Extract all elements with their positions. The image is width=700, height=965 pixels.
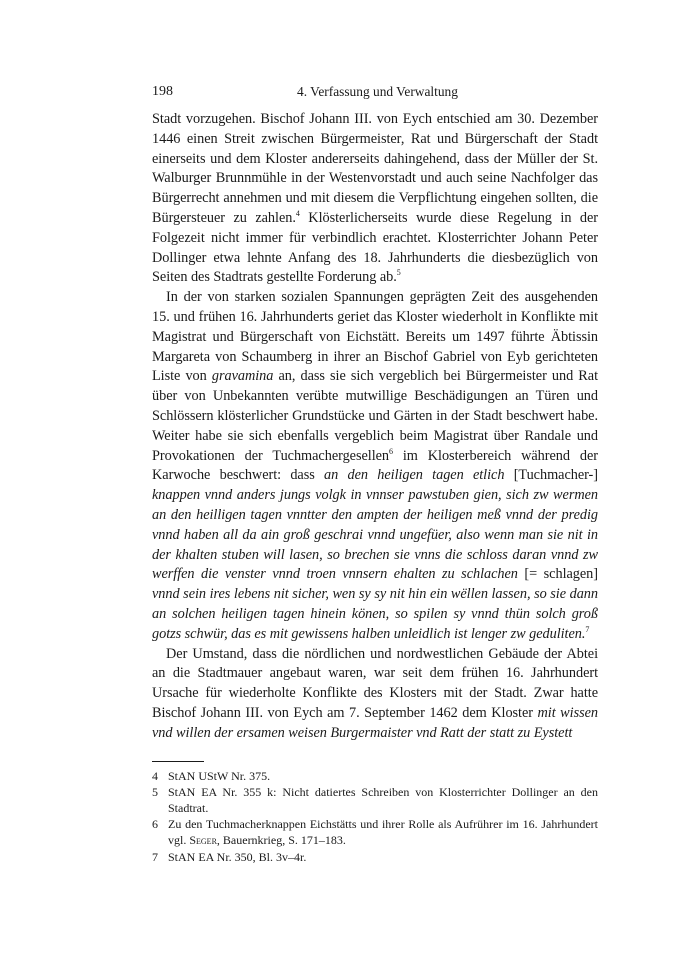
text-run: Zu den Tuchmacherknappen Eichstätts und ihrer Rolle als Aufrührer im 16. Jahrhundert vgl. [168, 817, 598, 848]
footnote [152, 849, 598, 865]
book-page [152, 84, 598, 865]
page-number: 198 [152, 84, 173, 99]
italic-quote: mit wissen vnd willen der ersamen weisen Burgermaister vnd Ratt der statt zu Eystett [152, 704, 598, 741]
body-text [152, 110, 598, 744]
footnote-ref: 6 [389, 446, 393, 456]
text-run: StAN EA Nr. 350, Bl. 3v–4r. [168, 849, 307, 864]
text-run: [Tuchmacher-] [504, 467, 598, 484]
footnote-number: 6 [152, 817, 158, 832]
text-run: StAN EA Nr. 355 k: Nicht datiertes Schreiben von Klosterrichter Dollinger an den Stadtrat. [168, 784, 598, 815]
text-run: [= schlagen] [517, 566, 598, 583]
footnote [152, 784, 598, 816]
footnote-ref: 7 [585, 624, 590, 634]
footnote-number: 5 [152, 784, 158, 799]
footnote-ref: 5 [396, 268, 401, 278]
author-name: Seger [189, 833, 217, 848]
footnote-rule [152, 761, 204, 762]
text-run: Stadt vorzugehen. Bischof Johann III. von Eych entschied am 30. Dezember 1446 einen Streit zwischen Bürgermeister, Rat und Bürgerschaft der Stadt einerseits und dem Kloster andererseits dahingehend, dass der Müller der St. Walburger Brunnmühle in der Westenvorstadt und auch seine Nachfolger das Bürgerrecht annehmen und mit diesem die Verpflichtung eingehen sollten, die Bürgersteuer zu zahlen. [152, 111, 598, 226]
footnote [152, 816, 598, 848]
text-run: StAN UStW Nr. 375. [168, 768, 271, 783]
paragraph-2 [152, 288, 598, 644]
running-head [152, 84, 598, 106]
footnote-number: 7 [152, 849, 158, 864]
text-run: Klösterlicherseits wurde diese Regelung in der Folgezeit nicht immer für verbindlich erachtet. Klosterrichter Johann Peter Dollinger etwa lehnte Anfang des 18. Jahrhunderts die diesbezüglich von Seiten des Stadtrats gestellte Forderung ab. [152, 209, 599, 286]
footnote-ref: 4 [295, 208, 300, 218]
italic-quote: gravamina [211, 368, 274, 385]
footnote [152, 768, 598, 784]
paragraph-1 [152, 110, 598, 288]
paragraph-3 [152, 645, 598, 744]
footnote-text [168, 849, 598, 865]
footnotes [152, 768, 598, 865]
italic-quote: knappen vnnd anders jungs volgk in vnnser pawstuben gien, sich zw wermen an den heilligen tagen vnntter den ampten der heiligen meß vnnd der predig vnnd haben all da ain groß geschrai vnnd ungefüer, also wenn man sie nit in der khalten stuben will lasen, so brechen sie vnns die schloss daran vnnd zw werffen die venster vnnd troen vnnsern ehalten zu schlachen [152, 487, 598, 583]
text-run: In der von starken sozialen Spannungen geprägten Zeit des ausgehenden 15. und frühen 16. Jahrhunderts geriet das Kloster wiederholt in Konflikte mit Magistrat und Bürgerschaft von Eichstätt. Bereits um 1497 führte Äbtissin Margareta von Schaumberg in ihrer an Bischof Gabriel von Eyb gerichteten Liste von [152, 289, 598, 385]
text-run: im Klosterbereich während der Karwoche beschwert: dass [152, 447, 598, 484]
text-run: Der Umstand, dass die nördlichen und nordwestlichen Gebäude der Abtei an die Stadtmauer angebaut waren, war seit dem frühen 16. Jahrhundert Ursache für wiederholte Konflikte des Klosters mit der Stadt. Zwar hatte Bischof Johann III. von Eych am 7. September 1462 dem Kloster [152, 645, 598, 721]
chapter-title: 4. Verfassung und Verwaltung [297, 84, 458, 99]
italic-quote: vnnd sein ires lebens nit sicher, wen sy sy nit hin ein wëllen lassen, so sie dann an solchen heiligen tagen hinein könen, so spilen sy vnnd thün solch groß gotzs schwür, das es mit gewissens halben unleidlich ist lenger zw geduliten. [152, 586, 598, 642]
footnote-text [168, 784, 598, 816]
text-run: , Bauernkrieg, S. 171–183. [216, 833, 346, 848]
text-run: an, dass sie sich vergeblich bei Bürgermeister und Rat über von Unbekannten verübte mutwillige Beschädigungen an Türen und Schlössern klösterlicher Grundstücke und Gärten in der Stadt beschwert habe. Weiter habe sie sich ebenfalls vergeblich beim Magistrat über Randale und Provokationen der Tuchmachergesellen [152, 368, 598, 464]
footnote-number: 4 [152, 768, 158, 783]
italic-quote: an den heiligen tagen etlich [324, 467, 505, 484]
footnote-text [168, 768, 598, 784]
footnote-text [168, 816, 598, 848]
